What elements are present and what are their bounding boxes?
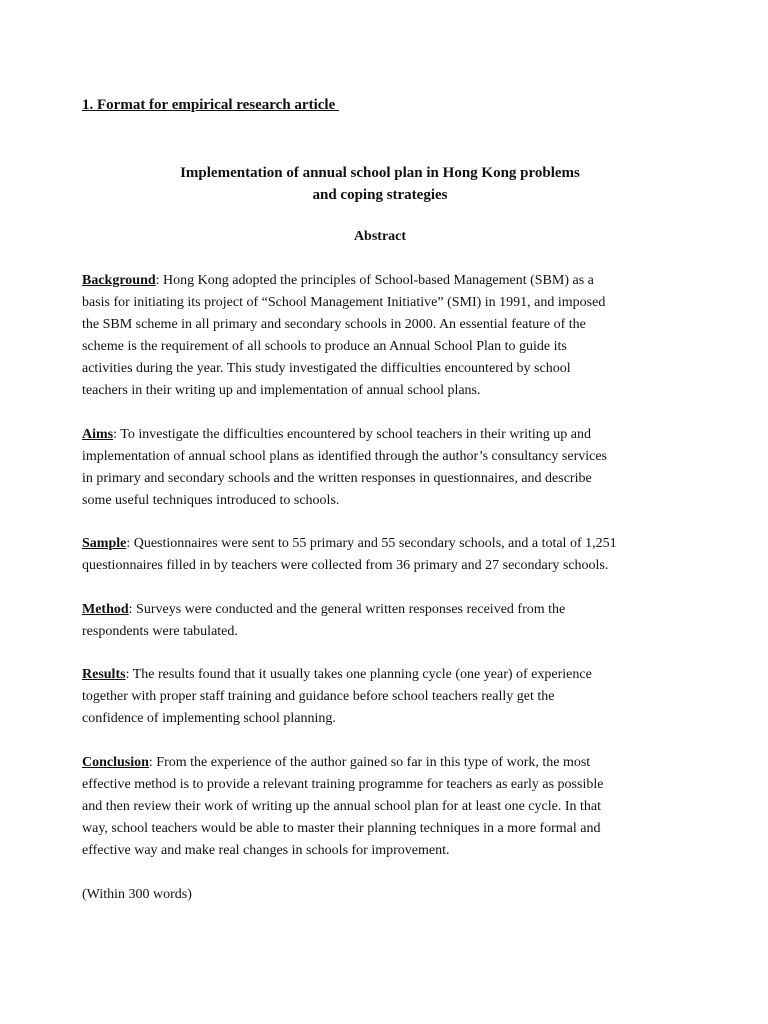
- word-limit-text: (Within 300 words): [82, 887, 192, 902]
- aims-line-1: [82, 424, 692, 446]
- conclusion-text-3: and then review their work of writing up the annual school plan for at least one cycle. In that: [82, 799, 601, 814]
- conclusion-label: Conclusion: [82, 755, 149, 770]
- results-line-1: [82, 664, 692, 686]
- background-label: Background: [82, 273, 156, 288]
- aims-text-3: in primary and secondary schools and the written responses in questionnaires, and describe: [82, 471, 592, 486]
- conclusion-text-5: effective way and make real changes in schools for improvement.: [82, 843, 450, 858]
- article-title-line-1: Implementation of annual school plan in Hong Kong problems: [180, 165, 580, 181]
- method-label: Method: [82, 602, 129, 617]
- aims-label: Aims: [82, 427, 114, 442]
- method-section: [82, 599, 692, 643]
- conclusion-text-4: way, school teachers would be able to master their planning techniques in a more formal and: [82, 821, 601, 836]
- results-text-3: confidence of implementing school planning.: [82, 711, 336, 726]
- sample-label: Sample: [82, 536, 127, 551]
- method-line-1: [82, 599, 692, 621]
- background-text-5: activities during the year. This study investigated the difficulties encountered by school: [82, 361, 571, 376]
- conclusion-line-1: [82, 752, 692, 774]
- sample-section: [82, 533, 692, 577]
- conclusion-section: [82, 752, 692, 862]
- abstract-label: Abstract: [353, 229, 407, 244]
- background-text-2: basis for initiating its project of “School Management Initiative” (SMI) in 1991, and imposed: [82, 295, 606, 310]
- background-text-3: the SBM scheme in all primary and secondary schools in 2000. An essential feature of the: [82, 317, 586, 332]
- conclusion-text-2: effective method is to provide a relevant training programme for teachers as early as possible: [82, 777, 604, 792]
- background-text-6: teachers in their writing up and implementation of annual school plans.: [82, 383, 481, 398]
- results-text-1: : The results found that it usually takes one planning cycle (one year) of experience: [125, 667, 592, 682]
- results-label: Results: [82, 667, 126, 682]
- sample-text-2: questionnaires filled in by teachers were collected from 36 primary and 27 secondary schools.: [82, 558, 609, 573]
- results-text-2: together with proper staff training and guidance before school teachers really get the: [82, 689, 555, 704]
- background-line-1: [82, 270, 692, 292]
- method-text-2: respondents were tabulated.: [82, 624, 238, 639]
- section-heading: 1. Format for empirical research article: [82, 97, 339, 113]
- background-section: [82, 270, 692, 402]
- sample-line-1: [82, 533, 692, 555]
- aims-text-1: : To investigate the difficulties encountered by school teachers in their writing up and: [113, 427, 591, 442]
- results-section: [82, 664, 692, 730]
- background-text-1: : Hong Kong adopted the principles of School-based Management (SBM) as a: [155, 273, 594, 288]
- article-title-line-2: and coping strategies: [312, 187, 448, 203]
- sample-text-1: : Questionnaires were sent to 55 primary and 55 secondary schools, and a total of 1,251: [126, 536, 617, 551]
- background-text-4: scheme is the requirement of all schools to produce an Annual School Plan to guide its: [82, 339, 567, 354]
- word-limit-note: [82, 884, 692, 906]
- aims-text-2: implementation of annual school plans as identified through the author’s consultancy services: [82, 449, 607, 464]
- method-text-1: : Surveys were conducted and the general written responses received from the: [128, 602, 566, 617]
- conclusion-text-1: : From the experience of the author gained so far in this type of work, the most: [148, 755, 591, 770]
- aims-section: [82, 424, 692, 512]
- aims-text-4: some useful techniques introduced to schools.: [82, 493, 340, 508]
